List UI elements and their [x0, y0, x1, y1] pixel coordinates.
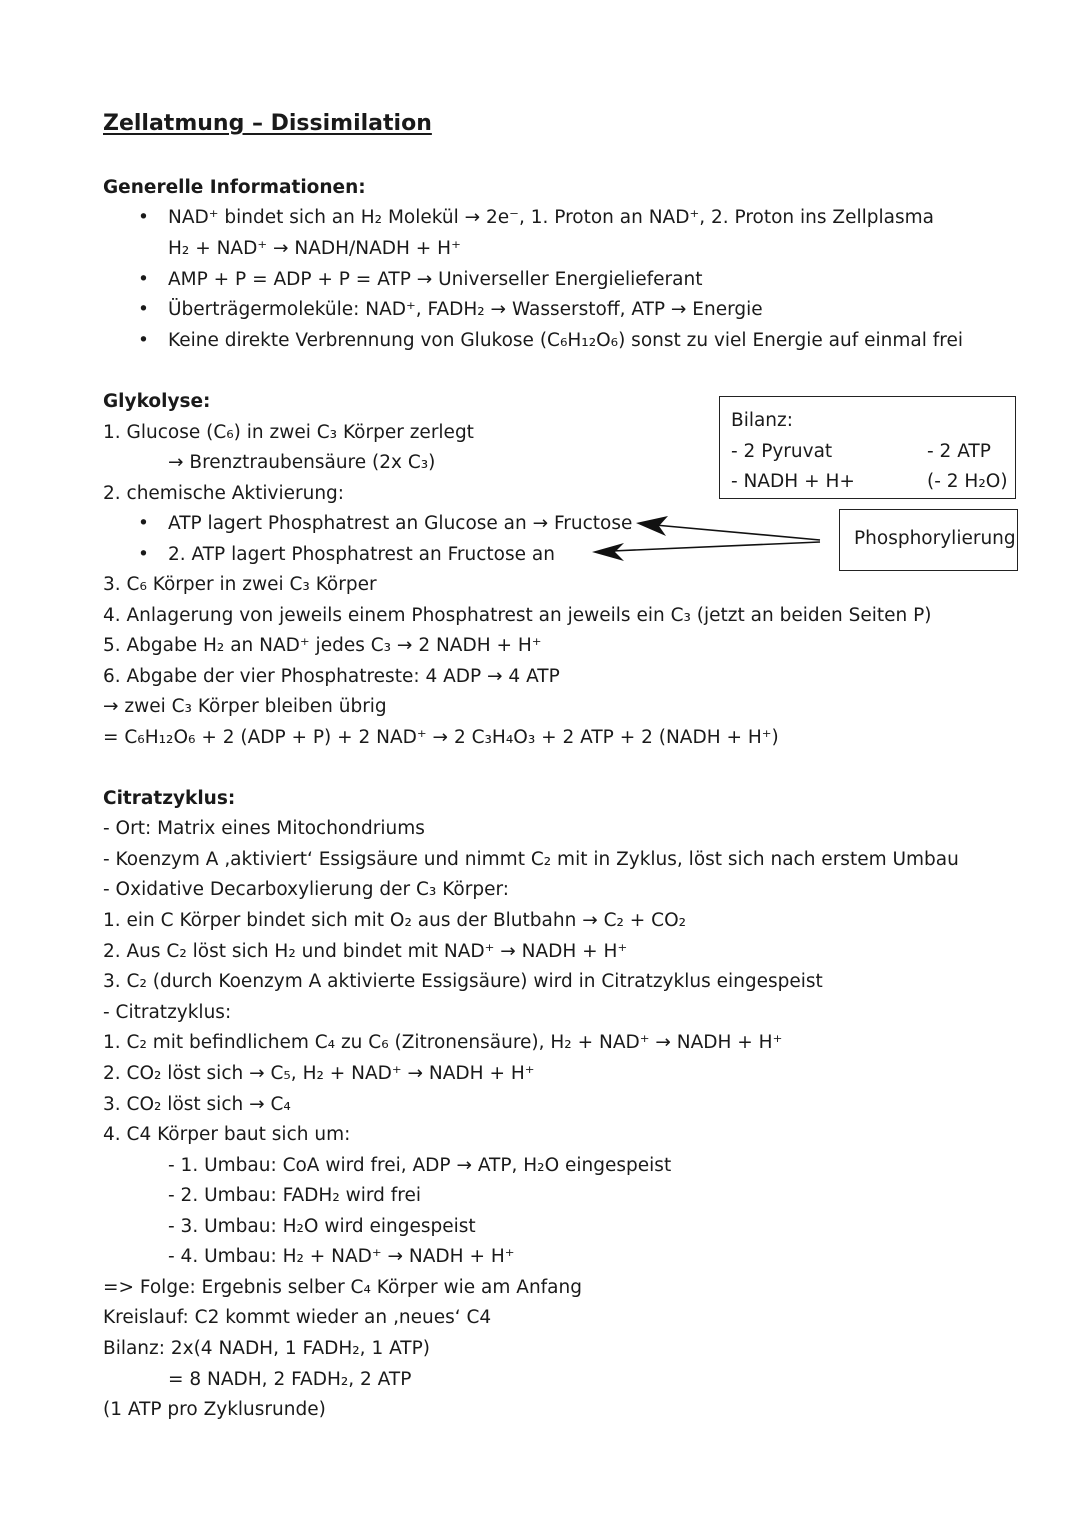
citrat-line: - Oxidative Decarboxylierung der C₃ Körper:	[103, 879, 509, 900]
citrat-line: 3. C₂ (durch Koenzym A aktivierte Essigsäure) wird in Citratzyklus eingespeist	[103, 971, 823, 992]
page-title: Zellatmung – Dissimilation	[103, 111, 432, 136]
general-line: • Keine direkte Verbrennung von Glukose (C₆H₁₂O₆) sonst zu viel Energie auf einmal frei	[168, 329, 963, 353]
arrow-to-fructose-line	[636, 516, 820, 540]
glykolyse-line: → zwei C₃ Körper bleiben übrig	[103, 696, 387, 717]
glykolyse-line: = C₆H₁₂O₆ + 2 (ADP + P) + 2 NAD⁺ → 2 C₃H₄O₃ + 2 ATP + 2 (NADH + H⁺)	[103, 727, 779, 748]
citrat-line: - 1. Umbau: CoA wird frei, ADP → ATP, H₂O eingespeist	[168, 1155, 672, 1176]
general-line: H₂ + NAD⁺ → NADH/NADH + H⁺	[168, 238, 461, 259]
citrat-line: 1. ein C Körper bindet sich mit O₂ aus der Blutbahn → C₂ + CO₂	[103, 910, 687, 931]
glykolyse-line: 2. chemische Aktivierung:	[103, 483, 345, 504]
bilanz-item: (- 2 H₂O)	[927, 471, 1008, 492]
citrat-line: => Folge: Ergebnis selber C₄ Körper wie am Anfang	[103, 1277, 582, 1298]
glykolyse-line: 4. Anlagerung von jeweils einem Phosphatrest an jeweils ein C₃ (jetzt an beiden Seiten P)	[103, 605, 932, 626]
glykolyse-line: 3. C₆ Körper in zwei C₃ Körper	[103, 574, 377, 595]
citrat-line: 2. Aus C₂ löst sich H₂ und bindet mit NAD⁺ → NADH + H⁺	[103, 941, 628, 962]
citrat-line: - Koenzym A ‚aktiviert‘ Essigsäure und nimmt C₂ mit in Zyklus, löst sich nach erstem Umbau	[103, 849, 959, 870]
citrat-line: 1. C₂ mit befindlichem C₄ zu C₆ (Zitronensäure), H₂ + NAD⁺ → NADH + H⁺	[103, 1032, 783, 1053]
citrat-line: = 8 NADH, 2 FADH₂, 2 ATP	[168, 1369, 412, 1390]
section-heading-glykolyse: Glykolyse:	[103, 391, 211, 412]
section-heading-citratzyklus: Citratzyklus:	[103, 788, 236, 809]
citrat-line: - Citratzyklus:	[103, 1002, 232, 1023]
citrat-line: 4. C4 Körper baut sich um:	[103, 1124, 351, 1145]
glykolyse-line: 6. Abgabe der vier Phosphatreste: 4 ADP → 4 ATP	[103, 666, 560, 687]
citrat-line: - Ort: Matrix eines Mitochondriums	[103, 818, 425, 839]
phosphorylierung-label: Phosphorylierung	[854, 528, 1016, 549]
general-line: • AMP + P = ADP + P = ATP → Universeller Energielieferant	[168, 268, 702, 292]
section-heading-general: Generelle Informationen:	[103, 177, 366, 198]
arrow-to-second-atp-line	[592, 542, 820, 561]
citrat-line: Bilanz: 2x(4 NADH, 1 FADH₂, 1 ATP)	[103, 1338, 430, 1359]
glykolyse-line: 1. Glucose (C₆) in zwei C₃ Körper zerlegt	[103, 422, 474, 443]
general-line: • Überträgermoleküle: NAD⁺, FADH₂ → Wasserstoff, ATP → Energie	[168, 298, 763, 322]
citrat-line: - 3. Umbau: H₂O wird eingespeist	[168, 1216, 476, 1237]
glykolyse-line: • 2. ATP lagert Phosphatrest an Fructose an	[168, 543, 555, 567]
general-line: • NAD⁺ bindet sich an H₂ Molekül → 2e⁻, 1. Proton an NAD⁺, 2. Proton ins Zellplasma	[168, 206, 934, 230]
bilanz-item: - 2 Pyruvat	[731, 441, 833, 462]
glykolyse-line: • ATP lagert Phosphatrest an Glucose an → Fructose	[168, 512, 632, 536]
citrat-line: - 2. Umbau: FADH₂ wird frei	[168, 1185, 422, 1206]
glykolyse-line: 5. Abgabe H₂ an NAD⁺ jedes C₃ → 2 NADH + H⁺	[103, 635, 542, 656]
bilanz-label: Bilanz:	[731, 410, 793, 431]
citrat-line: 2. CO₂ löst sich → C₅, H₂ + NAD⁺ → NADH + H⁺	[103, 1063, 535, 1084]
citrat-line: (1 ATP pro Zyklusrunde)	[103, 1399, 326, 1420]
bilanz-item: - 2 ATP	[927, 441, 991, 462]
citrat-line: 3. CO₂ löst sich → C₄	[103, 1094, 291, 1115]
bilanz-item: - NADH + H+	[731, 471, 855, 492]
glykolyse-line: → Brenztraubensäure (2x C₃)	[168, 452, 436, 473]
citrat-line: - 4. Umbau: H₂ + NAD⁺ → NADH + H⁺	[168, 1246, 515, 1267]
citrat-line: Kreislauf: C2 kommt wieder an ‚neues‘ C4	[103, 1307, 492, 1328]
